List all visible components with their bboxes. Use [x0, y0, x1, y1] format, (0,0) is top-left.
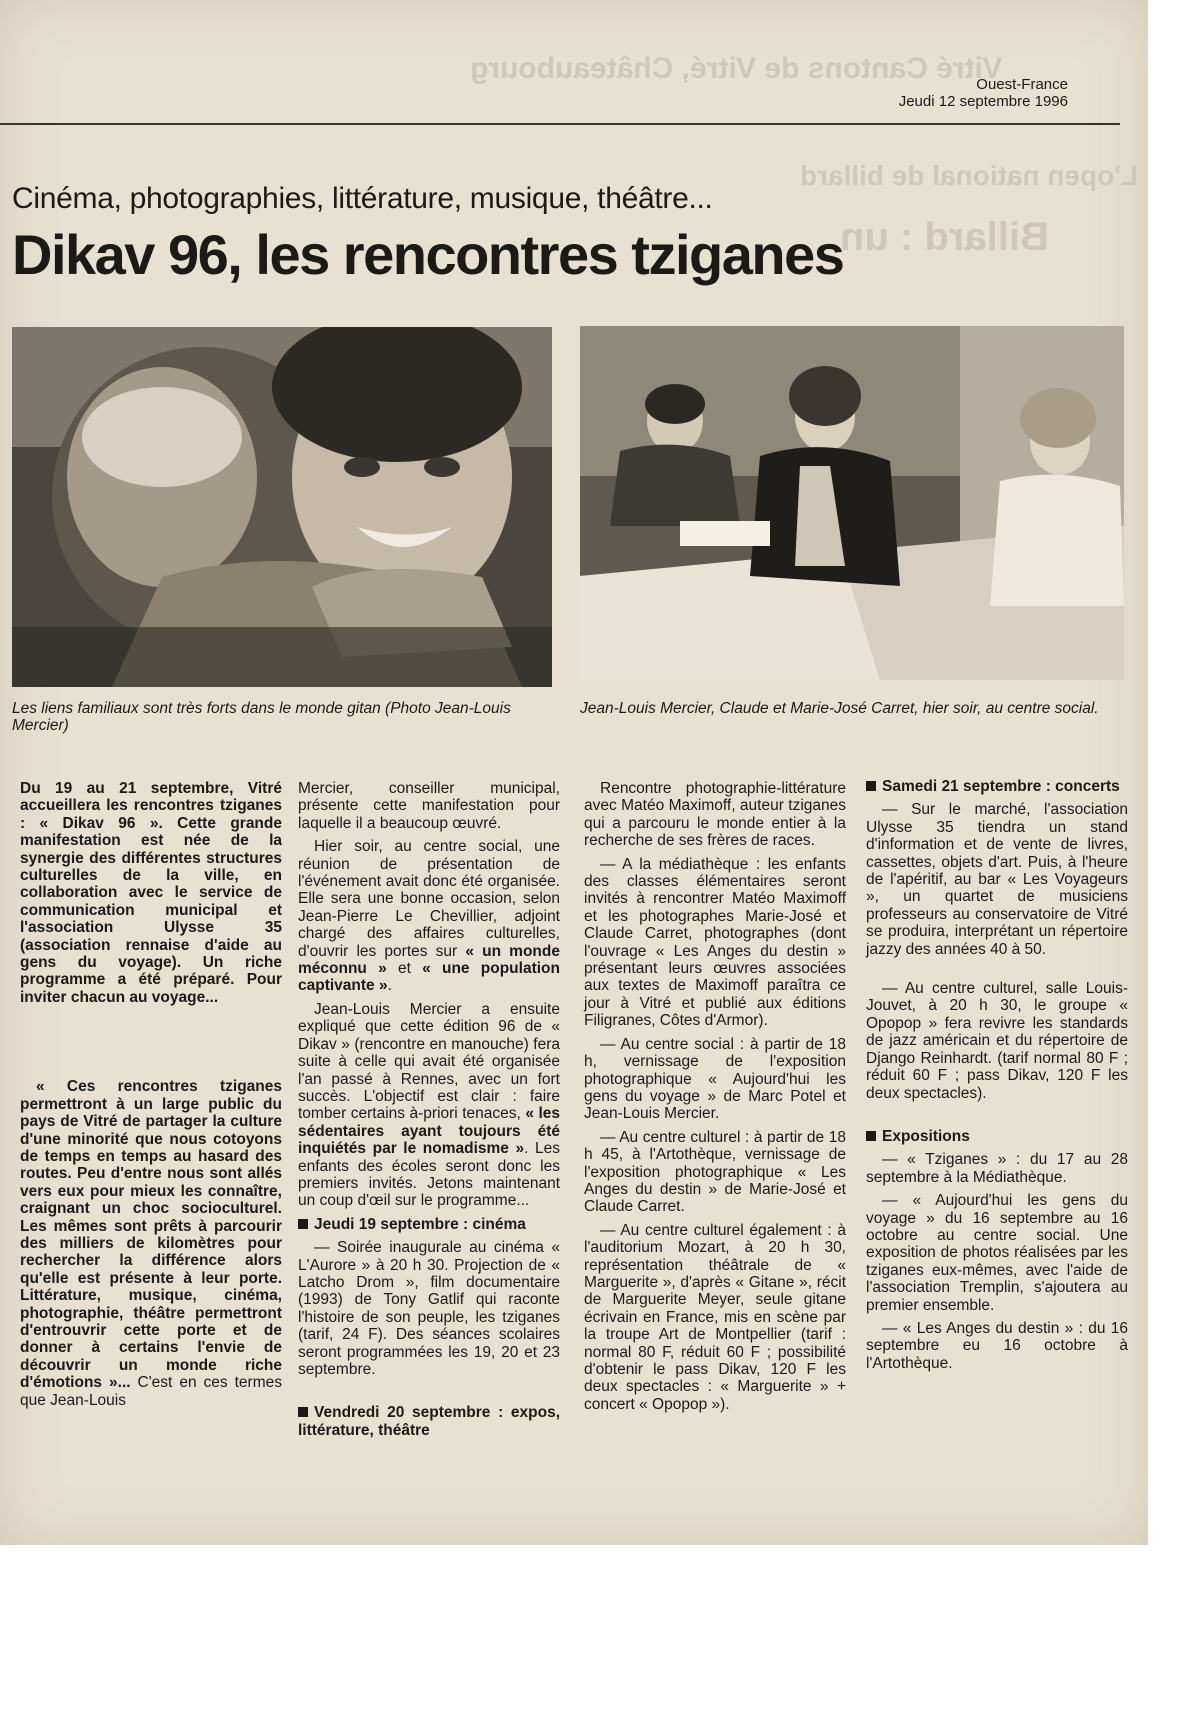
paragraph: — « Aujourd'hui les gens du voyage » du 16 septembre au 16 octobre au centre social. Une exposition de photos réalisées par les tziganes eux-mêmes, avec l'aide de l'association Tremplin, s'ajoutera au premier ensemble.	[866, 1192, 1128, 1314]
publication-date: Jeudi 12 septembre 1996	[898, 93, 1068, 110]
section-heading	[866, 778, 1128, 795]
article-lead: Du 19 au 21 septembre, Vitré accueillera les rencontres tziganes : « Dikav 96 ». Cette grande manifestation est née de la synergie des différentes structures culturelles de la ville, en collaboration avec le service de communication municipal et l'association Ulysse 35 (association rennaise d'aide au gens du voyage). Un riche programme a été préparé. Pour inviter chacun au voyage...	[20, 780, 282, 1006]
section-heading	[298, 1216, 560, 1233]
text-run: Jean-Louis Mercier a ensuite expliqué que cette édition 96 de « Dikav » (rencontre en manouche) fera suite à celle qui avait été organisée l'an passé à Rennes, avec un fort succès. L'objectif est clair : faire tomber certains à-priori tenaces,	[298, 1000, 560, 1123]
article-column-4	[866, 778, 1128, 1378]
article-column-2	[298, 780, 560, 1445]
paragraph: — « Les Anges du destin » : du 16 septembre eu 16 octobre à l'Artothèque.	[866, 1319, 1128, 1372]
text-run: et	[386, 960, 423, 978]
headline: Dikav 96, les rencontres tziganes	[12, 223, 844, 286]
square-bullet-icon	[866, 781, 876, 791]
photo-meeting	[580, 326, 1124, 680]
paragraph: — Au centre culturel, salle Louis-Jouvet, à 20 h 30, le groupe « Opopop » fera revivre les standards de jazz américain et du répertoire de Django Reinhardt. (tarif normal 80 F ; réduit 60 F ; pass Dikav, 120 F les deux spectacles).	[866, 980, 1128, 1102]
text-run: .	[387, 977, 392, 995]
kicker: Cinéma, photographies, littérature, musique, théâtre...	[12, 182, 713, 215]
text-run: . Les enfants des écoles seront donc les premiers invités. Jetons maintenant un coup d'œil sur le programme...	[298, 1140, 560, 1210]
header-rule	[0, 123, 1120, 125]
bleed-through-text: L'open national de billard	[800, 160, 1139, 191]
paragraph: — Au centre culturel : à partir de 18 h 45, à l'Artothèque, vernissage de l'exposition photographique « Les Anges du destin » de Marie-José et Claude Carret.	[584, 1128, 846, 1216]
section-heading	[866, 1128, 1128, 1145]
paragraph: — Au centre social : à partir de 18 h, vernissage de l'exposition photographique « Aujourd'hui les gens du voyage » de Marc Potel et Jean-Louis Mercier.	[584, 1035, 846, 1123]
quote-tail: C'est en ces termes que Jean-Louis	[20, 1374, 282, 1409]
newspaper-name: Ouest-France	[976, 76, 1068, 93]
square-bullet-icon	[298, 1219, 308, 1229]
paragraph: — A la médiathèque : les enfants des classes élémentaires seront invités à rencontrer Matéo Maximoff et les photographes Marie-José et Claude Carret, photographes (dont l'ouvrage « Les Anges du destin » présentant leurs œuvres associées aux textes de Maximoff paraîtra ce jour à Vitré et publié aux éditions Filigranes, Côtes d'Armor).	[584, 855, 846, 1030]
bleed-through-text: Billard : un	[840, 215, 1049, 259]
paragraph: — Sur le marché, l'association Ulysse 35 tiendra un stand d'information et de vente de livres, cassettes, objets d'art. Puis, à l'heure de l'apéritif, au bar « Les Voyageurs », un quartet de musiciens professeurs au conservatoire de Vitré se produira, interprétant un répertoire jazzy des années 40 à 50.	[866, 801, 1128, 958]
photo-caption-right: Jean-Louis Mercier, Claude et Marie-José Carret, hier soir, au centre social.	[580, 700, 1099, 717]
section-heading	[298, 1404, 560, 1439]
paragraph: — Au centre culturel également : à l'auditorium Mozart, à 20 h 30, représentation théâtrale de « Marguerite », d'après « Gitane », récit de Marguerite Meyer, seule gitane écrivain en France, mis en scène par la troupe Art de Montpellier (tarif : normal 80 F, réduit 60 F ; possibilité d'obtenir le pass Dikav, 120 F les deux spectacles : « Marguerite » + concert « Opopop »).	[584, 1221, 846, 1413]
quote-inline: « les sédentaires ayant toujours été inquiétés par le nomadisme »	[298, 1105, 560, 1158]
paragraph: — « Tziganes » : du 17 au 28 septembre à la Médiathèque.	[866, 1151, 1128, 1186]
photo-family	[12, 327, 552, 687]
section-heading-text: Samedi 21 septembre : concerts	[882, 778, 1120, 795]
paragraph: — Soirée inaugurale au cinéma « L'Aurore » à 20 h 30. Projection de « Latcho Drom », film documentaire (1993) de Tony Gatlif qui raconte l'histoire de son peuple, les tziganes (tarif, 24 F). Des séances scolaires seront programmées les 19, 20 et 23 septembre.	[298, 1239, 560, 1378]
section-heading-text: Vendredi 20 septembre : expos, littérature, théâtre	[298, 1404, 560, 1439]
quote-inline: « une population captivante »	[298, 960, 560, 995]
article-column-3	[584, 780, 846, 1419]
article-column-1	[20, 780, 282, 1415]
paragraph: Mercier, conseiller municipal, présente cette manifestation pour laquelle il a beaucoup œuvré.	[298, 780, 560, 832]
quote-inline: « un monde méconnu »	[298, 942, 560, 978]
square-bullet-icon	[298, 1407, 308, 1417]
paragraph: Rencontre photographie-littérature avec Matéo Maximoff, auteur tziganes qui a parcouru le monde entier à la recherche de ses frères de races.	[584, 780, 846, 850]
section-heading-text: Jeudi 19 septembre : cinéma	[314, 1215, 526, 1233]
section-heading-text: Expositions	[882, 1127, 970, 1145]
quote-paragraph: « Ces rencontres tziganes permettront à un large public du pays de Vitré de partager la culture d'une minorité que nous cotoyons de temps en temps au hasard des routes. Peu d'entre nous sont allés vers eux pour mieux les connaître, craignant un choc socioculturel. Les mêmes sont prêts à parcourir des milliers de kilomètres pour rechercher la différence alors qu'elle est présente à leur porte. Littérature, musique, cinéma, photographie, théâtre permettront d'entrouvrir cette porte et de donner à certains l'envie de découvrir un monde riche d'émotions »...	[20, 1078, 282, 1392]
square-bullet-icon	[866, 1131, 876, 1141]
text-run: Hier soir, au centre social, une réunion de présentation de l'événement avait donc été organisée. Elle sera une bonne occasion, selon Jean-Pierre Le Chevillier, adjoint chargé des affaires culturelles, d'ouvrir les portes sur	[298, 838, 560, 960]
photo-caption-left: Les liens familiaux sont très forts dans le monde gitan (Photo Jean-Louis Mercier)	[12, 700, 511, 734]
masthead	[899, 76, 1068, 110]
bleed-through-text: Vitré Cantons de Vitré, Châteaubourg	[470, 52, 1003, 85]
